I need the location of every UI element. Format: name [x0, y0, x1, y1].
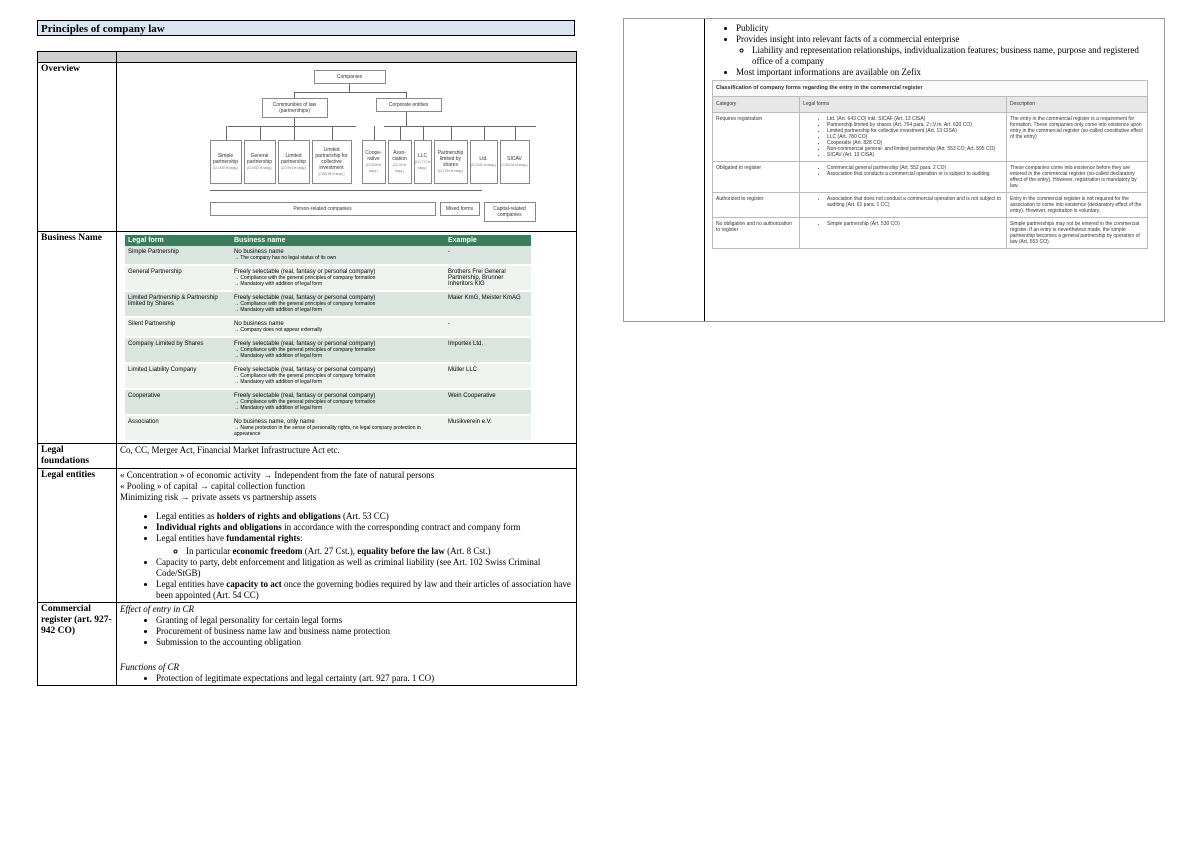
entities-label: Legal entities	[38, 469, 117, 603]
org-line	[515, 126, 516, 140]
entities-line: Minimizing risk → private assets vs partnership assets	[120, 492, 317, 502]
org-leaf-ref: (CO 772 et seqq.)	[414, 160, 431, 170]
list-item: • Partnership limited by shares (Art. 764 para. 2 i.V.m. Art. 620 CO)	[827, 122, 1003, 128]
org-line	[384, 126, 536, 127]
bn-name	[231, 389, 445, 415]
text: once the governing bodies required by law and their articles of association have been appointed (Art. 54 CC)	[156, 579, 571, 600]
text: :	[300, 533, 303, 543]
bold-text: fundamental rights	[226, 533, 300, 543]
org-leaf	[210, 140, 242, 184]
org-person-related: Person-related companies	[210, 202, 436, 216]
bn-form: Company Limited by Shares	[125, 337, 231, 363]
org-leaf-ref: (CO 530 et seqq.)	[212, 166, 239, 170]
cl-forms-list	[803, 196, 1003, 208]
cl-description: Entry in the commercial register is not required for the association to come into existence (declaratory effect of the entry). However, registration is voluntary.	[1007, 193, 1148, 218]
cl-forms	[800, 218, 1007, 249]
foundations-text: Co, CC, Merger Act, Financial Market Infrastructure Act etc.	[117, 444, 577, 469]
bn-name-main: No business name, only name	[234, 419, 315, 425]
cl-forms-list	[803, 221, 1003, 227]
bn-form: Association	[125, 415, 231, 441]
right-content	[712, 23, 1152, 249]
org-leaf-name: Coope-rative	[365, 150, 382, 162]
bn-name	[231, 337, 445, 363]
org-line	[451, 126, 452, 140]
bn-example: -	[445, 246, 531, 265]
business-name-label: Business Name	[38, 232, 117, 444]
text: Legal entities have	[156, 533, 227, 543]
org-line	[294, 118, 295, 126]
org-capital-related: Capital-related companies	[484, 202, 536, 222]
table-row	[713, 193, 1148, 218]
org-leaf-name: Limited partnership for collective investment	[315, 147, 348, 171]
table-row	[713, 162, 1148, 193]
org-mixed-forms: Mixed forms	[440, 202, 480, 216]
classification-caption: Classification of company forms regarding the entry in the commercial register	[712, 80, 1148, 96]
list-item	[156, 522, 573, 533]
bold-text: equality before the law	[357, 546, 445, 556]
entities-list	[120, 511, 573, 601]
header-cell	[117, 52, 577, 63]
org-line	[260, 126, 261, 140]
cl-category: Authorized to register	[713, 193, 800, 218]
org-leaf	[500, 140, 530, 184]
org-leaf-name: Partnership limited by shares	[437, 150, 464, 168]
org-line	[294, 126, 295, 140]
right-bullets-2	[712, 67, 1152, 78]
list-item: • Association that does not conduct a commercial operation and is not subject to auditing (Art. 61 para. 1 CC)	[827, 196, 1003, 208]
org-leaf	[278, 140, 310, 184]
org-line	[294, 92, 406, 93]
bn-name-sub: → Compliance with the general principles of company formation	[234, 373, 376, 379]
bn-name-main: Freely selectable (real, fantasy or personal company)	[234, 367, 376, 373]
org-corporate: Corporate entities	[376, 98, 442, 112]
table-row	[713, 218, 1148, 249]
org-leaf-name: General partnership	[246, 153, 272, 165]
bn-name-sub: → Compliance with the general principles of company formation	[234, 399, 376, 405]
cl-description: These companies come into existence before they are entered in the commercial register (so-called declaratory effect of the entry). However, registration is mandatory by law.	[1007, 162, 1148, 193]
bn-name-sub: → Compliance with the general principles of company formation	[234, 275, 376, 281]
list-item: • Cooperativ (Art. 828 CO)	[827, 140, 1003, 146]
text: (Art. 27 Cst.),	[302, 546, 358, 556]
list-item: ◦ Liability and representation relationships, individualization features; business name, purpose and registered office of a company	[752, 45, 1152, 67]
bn-example: Wein Cooperative	[445, 389, 531, 415]
table-row	[125, 246, 531, 265]
org-line	[374, 126, 375, 140]
org-leaf-name: LLC	[417, 153, 428, 159]
list-item: • Most important informations are available on Zefix	[736, 67, 1152, 78]
list-item	[186, 546, 573, 557]
cl-description: The entry in the commercial register is a requirement for formation. These companies only come into existence upon entry in the commercial register (so-called constitutive effect of the entry)	[1007, 113, 1148, 162]
classification-table	[712, 80, 1148, 249]
main-table	[37, 51, 577, 686]
cl-header: Description	[1007, 97, 1148, 113]
org-leaf-ref: (CISA 98 et seqq.)	[318, 172, 345, 176]
list-item	[156, 511, 573, 522]
bn-name	[231, 265, 445, 291]
bn-name	[231, 291, 445, 317]
text: Legal entities have	[156, 579, 227, 589]
bold-text: economic freedom	[232, 546, 303, 556]
cl-forms-list	[803, 116, 1003, 158]
bold-text: Individual rights and obligations	[156, 522, 282, 532]
bn-name-sub: → Company does not appear externally	[234, 327, 323, 333]
foundations-row	[38, 444, 577, 469]
cl-forms	[800, 113, 1007, 162]
list-item: • Association that conducts a commercial operation or is subject to auditing	[827, 171, 1003, 177]
org-leaf	[244, 140, 276, 184]
bn-example: Musikverein e.V.	[445, 415, 531, 441]
entities-cell	[117, 469, 577, 603]
org-line	[332, 126, 333, 140]
org-root: Companies	[314, 70, 386, 84]
column-divider	[704, 19, 705, 321]
org-chart	[144, 66, 550, 230]
bn-header: Example	[445, 235, 531, 246]
list-item: • Granting of legal personality for certain legal forms	[156, 615, 573, 626]
org-line	[349, 84, 350, 92]
page-title: Principles of company law	[37, 20, 575, 36]
text: In particular	[186, 546, 233, 556]
bn-name-sub: → Name protection in the sense of personality rights, no legal company protection in appearance	[234, 425, 421, 437]
bn-form: Silent Partnership	[125, 317, 231, 337]
table-row	[125, 389, 531, 415]
org-leaf-ref: (CO 828 et seqq.)	[365, 163, 382, 173]
bn-name-main: No business name	[234, 321, 284, 327]
org-leaf-name: Limited partnership	[280, 153, 306, 165]
overview-label: Overview	[38, 63, 117, 232]
cl-category: Obligated to register	[713, 162, 800, 193]
org-leaf	[362, 140, 386, 184]
bn-name-sub: → Compliance with the general principles of company formation	[234, 301, 376, 307]
org-line	[400, 126, 401, 140]
entities-line: « Pooling » of capital → capital collection function	[120, 481, 305, 491]
right-sub-bullets	[712, 45, 1152, 67]
list-item: • Non-commercial general- and limited partnership (Art. 553 CO; Art. 595 CO)	[827, 146, 1003, 152]
cl-description: Simple partnerships may not be entered in the commercial register. If an entry is nevertheless made, the simple partnership becomes a general partnership by operation of law (Art. 553 CO).	[1007, 218, 1148, 249]
list-item	[156, 533, 573, 557]
list-item	[156, 579, 573, 601]
bn-name-sub: → Mandatory with addition of legal form	[234, 307, 323, 313]
bn-name-sub: → Mandatory with addition of legal form	[234, 405, 323, 411]
table-row	[125, 317, 531, 337]
business-name-table	[125, 235, 531, 442]
text: Legal entities as	[156, 511, 217, 521]
bn-name-main: No business name	[234, 249, 284, 255]
list-item: • Simple partnership (Art. 530 CO)	[827, 221, 1003, 227]
org-line	[210, 190, 482, 191]
header-cell	[38, 52, 117, 63]
bold-text: holders of rights and obligations	[216, 511, 341, 521]
cl-forms	[800, 162, 1007, 193]
bn-example: Importex Ltd.	[445, 337, 531, 363]
org-leaf-name: Simple partnership	[212, 153, 238, 165]
foundations-label: Legal foundations	[38, 444, 117, 469]
business-name-row	[38, 232, 577, 444]
cl-body	[713, 113, 1148, 249]
org-leaf-ref: (CO 620 et seqq.)	[470, 163, 497, 167]
bn-example: Maier KmG, Meister KmAG	[445, 291, 531, 317]
register-label: Commercial register (art. 927-942 CO)	[38, 603, 117, 686]
bn-example: Müller LLC	[445, 363, 531, 389]
bn-header: Business name	[231, 235, 445, 246]
text: in accordance with the corresponding contract and company form	[281, 522, 521, 532]
org-leaf	[434, 140, 468, 184]
right-bullets	[712, 23, 1152, 45]
cl-forms	[800, 193, 1007, 218]
org-communities: Communities of law (partnerships)	[262, 98, 328, 118]
right-page	[623, 18, 1165, 322]
org-leaf-ref: (CO 594 et seqq.)	[280, 166, 307, 170]
bn-name-main: Freely selectable (real, fantasy or personal company)	[234, 341, 376, 347]
bn-name	[231, 363, 445, 389]
bn-name-main: Freely selectable (real, fantasy or personal company)	[234, 269, 376, 275]
overview-row	[38, 63, 577, 232]
bn-form: Simple Partnership	[125, 246, 231, 265]
list-item: • LLC (Art. 780 CO)	[827, 134, 1003, 140]
org-leaf	[312, 140, 352, 184]
table-row	[713, 113, 1148, 162]
bn-name-sub: → Mandatory with addition of legal form	[234, 379, 323, 385]
cl-header: Legal forms	[800, 97, 1007, 113]
bn-form: General Partnership	[125, 265, 231, 291]
bn-example: Brothers Frei General Partnership, Brunner Inheritors KlG	[445, 265, 531, 291]
bn-name-main: Freely selectable (real, fantasy or personal company)	[234, 295, 376, 301]
list-item: • Provides insight into relevant facts of a commercial enterprise	[736, 34, 1152, 45]
list-item: • Submission to the accounting obligation	[156, 637, 573, 648]
table-row	[125, 337, 531, 363]
org-leaf-name: Asso-ciation	[392, 150, 407, 162]
org-leaf	[414, 140, 432, 184]
list-item: • SICAV (Art. 13 CISA)	[827, 152, 1003, 158]
register-row	[38, 603, 577, 686]
org-line	[423, 126, 424, 140]
bold-text: capacity to act	[226, 579, 282, 589]
bn-form: Limited Liability Company	[125, 363, 231, 389]
entities-line: « Concentration » of economic activity → Independent from the fate of natural persons	[120, 470, 435, 480]
cl-header: Category	[713, 97, 800, 113]
left-page	[37, 20, 577, 830]
bn-name	[231, 317, 445, 337]
header-row	[38, 52, 577, 63]
bn-example: -	[445, 317, 531, 337]
register-effect-list	[120, 615, 573, 648]
list-item: • Limited partnership for collective investment (Art. 13 CISA)	[827, 128, 1003, 134]
list-item: • Ltd. (Art. 643 CO) inkl. SICAF (Art. 13 CISA)	[827, 116, 1003, 122]
list-item: • Protection of legitimate expectations and legal certainty (art. 927 para. 1 CO)	[156, 673, 573, 684]
org-line	[406, 112, 407, 126]
org-leaf	[388, 140, 412, 184]
bn-form: Limited Partnership & Partnership limited by Shares	[125, 291, 231, 317]
table-row	[125, 415, 531, 441]
org-leaf	[470, 140, 498, 184]
cl-category: No obligation and no authorization to register	[713, 218, 800, 249]
org-line	[226, 126, 227, 140]
org-line	[484, 126, 485, 140]
register-functions-title: Functions of CR	[120, 662, 179, 672]
table-row	[125, 363, 531, 389]
org-leaf-ref: (CC 60 et seqq.)	[392, 163, 407, 173]
org-leaf-ref: (CO 552 et seqq.)	[246, 166, 273, 170]
register-effect-title: Effect of entry in CR	[120, 604, 194, 614]
bn-form: Cooperative	[125, 389, 231, 415]
list-item: • Publicity	[736, 23, 1152, 34]
bn-name	[231, 246, 445, 265]
table-row	[125, 265, 531, 291]
bn-name-sub: → Compliance with the general principles of company formation	[234, 347, 376, 353]
list-item: • Procurement of business name law and business name protection	[156, 626, 573, 637]
table-row	[125, 291, 531, 317]
bn-name	[231, 415, 445, 441]
entities-row	[38, 469, 577, 603]
business-name-cell	[117, 232, 577, 444]
cl-forms-list	[803, 165, 1003, 177]
org-leaf-ref: (CO 764 et seqq.)	[437, 169, 464, 173]
cl-category: Requires registration	[713, 113, 800, 162]
list-item: • Capacity to party, debt enforcement and litigation as well as criminal liability (see Art. 102 Swiss Criminal Code/StGB)	[156, 557, 573, 579]
bn-name-sub: → Mandatory with addition of legal form	[234, 353, 323, 359]
org-leaf-name: Ltd.	[479, 156, 488, 162]
list-item: • Commercial general partnership (Art. 552 para. 2 CO)	[827, 165, 1003, 171]
sub-list	[156, 546, 573, 557]
bn-name-sub: → The company has no legal status of its own	[234, 255, 337, 261]
text: (Art. 53 CC)	[340, 511, 389, 521]
text: (Art. 8 Cst.)	[444, 546, 491, 556]
overview-cell	[117, 63, 577, 232]
org-leaf-name: SICAV	[507, 156, 522, 162]
register-cell	[117, 603, 577, 686]
bn-header: Legal form	[125, 235, 231, 246]
bn-body	[125, 246, 531, 441]
bn-name-main: Freely selectable (real, fantasy or personal company)	[234, 393, 376, 399]
org-leaf-ref: (CISA 36 et seqq.)	[501, 163, 528, 167]
register-functions-list	[120, 673, 573, 684]
org-line	[228, 126, 356, 127]
bn-name-sub: → Mandatory with addition of legal form	[234, 281, 323, 287]
